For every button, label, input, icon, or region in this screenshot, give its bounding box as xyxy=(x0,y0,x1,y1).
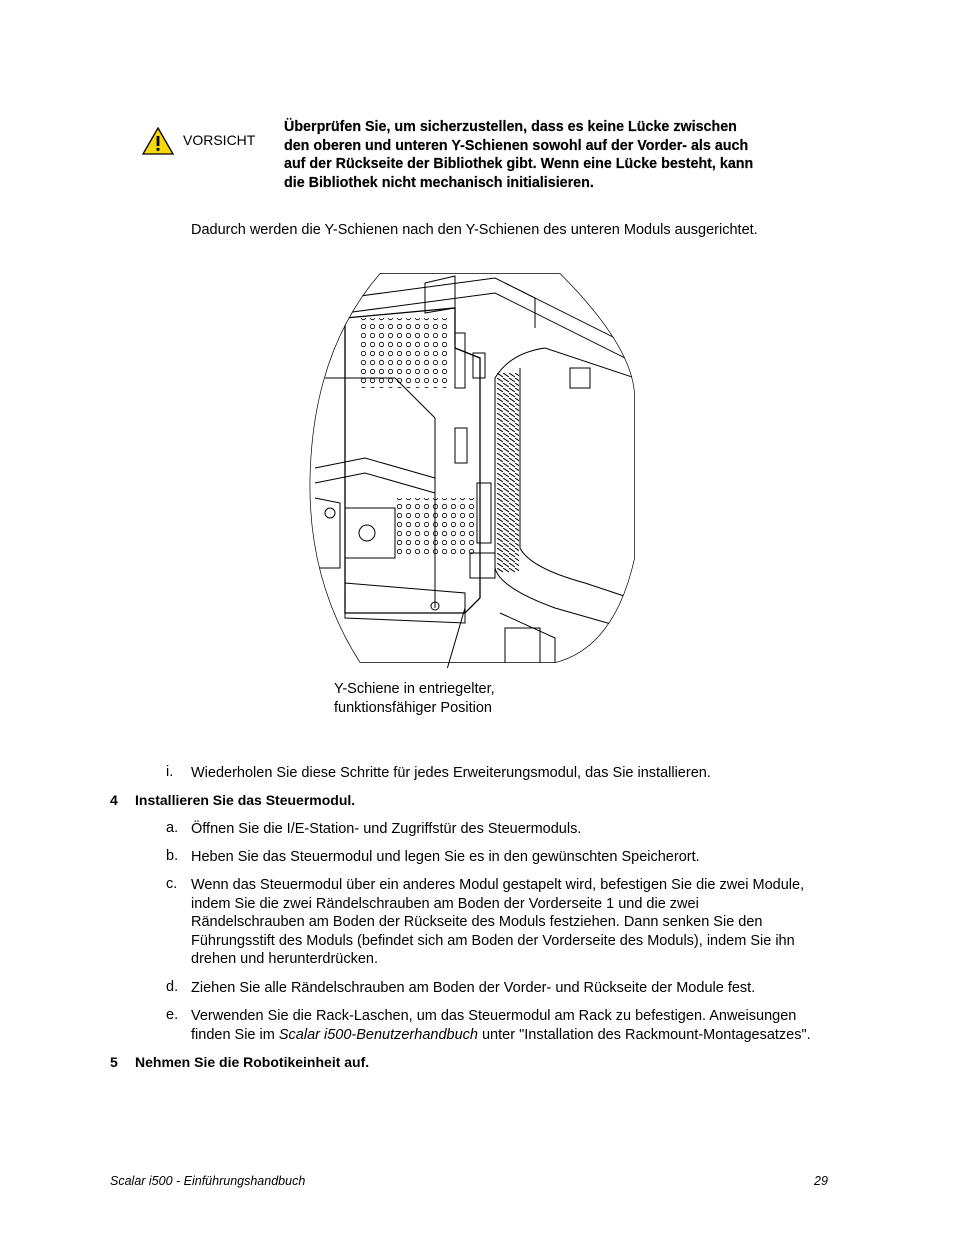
step-4-number: 4 xyxy=(110,792,118,808)
footer-title: Scalar i500 - Einführungshandbuch xyxy=(110,1174,306,1188)
substep-c-line: Rändelschrauben am Boden der Rückseite des Moduls festziehen. Dann senken Sie den xyxy=(191,914,763,930)
substep-c-line: drehen und herunterdrücken. xyxy=(191,951,379,967)
step-4-title: Installieren Sie das Steuermodul. xyxy=(135,792,356,808)
manual-title-italic: Scalar i500-Benutzerhandbuch xyxy=(278,1026,478,1043)
page-number: 29 xyxy=(814,1174,828,1188)
intro-paragraph: Dadurch werden die Y-Schienen nach den Y-Schienen des unteren Moduls ausgerichtet. xyxy=(191,222,758,238)
callout-line: Y-Schiene in entriegelter, xyxy=(334,681,495,697)
caution-line: Überprüfen Sie, um sicherzustellen, dass es keine Lücke zwischen xyxy=(284,119,737,135)
substep-c-marker: c. xyxy=(166,876,178,892)
caution-text xyxy=(284,118,774,192)
step-5-title: Nehmen Sie die Robotikeinheit auf. xyxy=(135,1054,370,1070)
substep-a-marker: a. xyxy=(166,820,179,836)
step-5-number: 5 xyxy=(110,1054,118,1070)
caution-line: die Bibliothek nicht mechanisch initialisieren. xyxy=(284,174,594,191)
substep-c-line: Führungsstift des Moduls (befindet sich am Boden der Vorderseite des Moduls), indem Sie ihn xyxy=(191,932,795,949)
substep-b-text: Heben Sie das Steuermodul und legen Sie es in den gewünschten Speicherort. xyxy=(191,849,700,865)
caution-line: auf der Rückseite der Bibliothek gibt. Wenn eine Lücke besteht, kann xyxy=(284,156,754,172)
substep-e-line: Verwenden Sie die Rack-Laschen, um das Steuermodul am Rack zu befestigen. Anweisungen xyxy=(191,1008,797,1024)
substep-e-post: unter "Installation des Rackmount-Montagesatzes". xyxy=(477,1026,811,1043)
step-i-text: Wiederholen Sie diese Schritte für jedes Erweiterungsmodul, das Sie installieren. xyxy=(191,765,711,781)
substep-b-marker: b. xyxy=(166,848,179,864)
substep-e-pre: finden Sie im xyxy=(191,1026,279,1043)
figure-callout xyxy=(334,680,495,718)
substep-c-line: Wenn das Steuermodul über ein anderes Modul gestapelt wird, befestigen Sie die zwei Module, xyxy=(191,877,805,893)
substep-c-text xyxy=(191,876,851,969)
substep-e-marker: e. xyxy=(166,1007,179,1023)
substep-a-text: Öffnen Sie die I/E-Station- und Zugriffstür des Steuermoduls. xyxy=(191,821,582,837)
caution-line: den oberen und unteren Y-Schienen sowohl auf der Vorder- als auch xyxy=(284,137,749,154)
substep-e-line xyxy=(191,1026,851,1045)
warning-triangle-icon xyxy=(142,127,174,155)
y-rail-illustration xyxy=(305,268,640,668)
callout-line: funktionsfähiger Position xyxy=(334,700,492,716)
substep-d-marker: d. xyxy=(166,979,179,995)
substep-e-text xyxy=(191,1007,851,1044)
step-i-marker: i. xyxy=(166,764,174,780)
substep-c-line: indem Sie die zwei Rändelschrauben am Boden der Vorderseite 1 und die zwei xyxy=(191,895,699,912)
caution-label: VORSICHT xyxy=(183,132,256,148)
substep-d-text: Ziehen Sie alle Rändelschrauben am Boden der Vorder- und Rückseite der Module fest. xyxy=(191,980,756,996)
